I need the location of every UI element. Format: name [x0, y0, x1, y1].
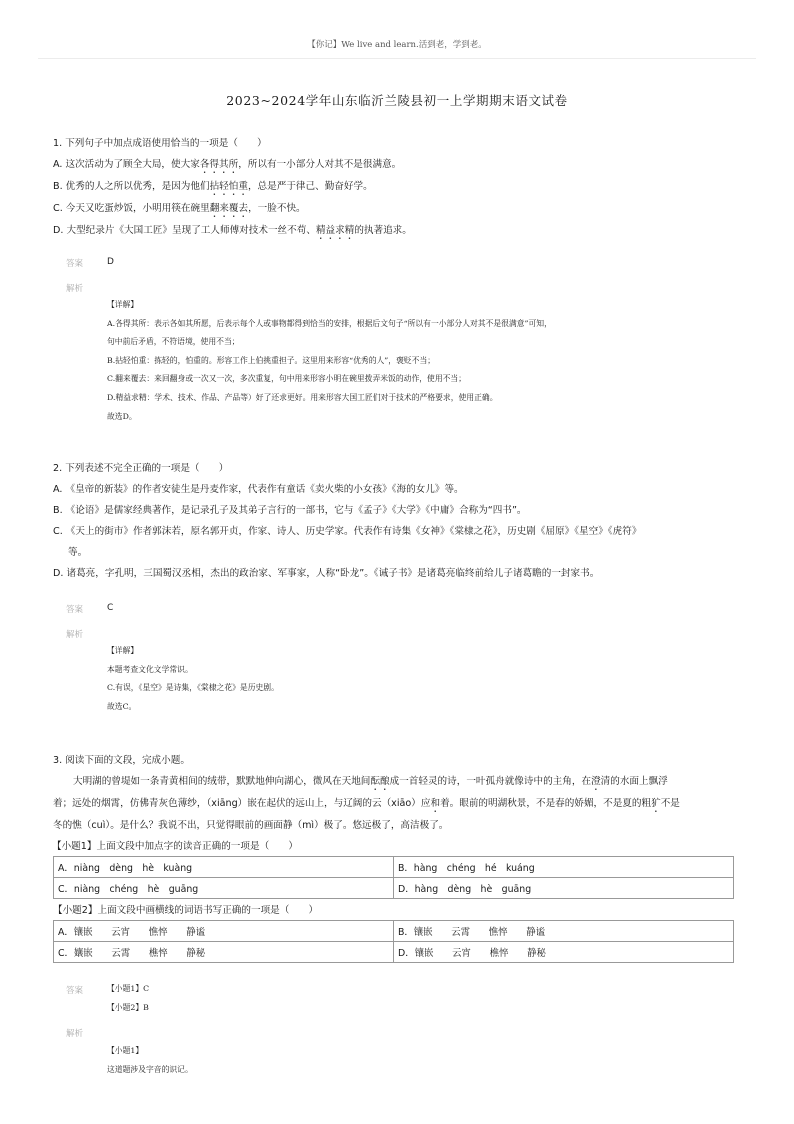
- analysis-block: 【小题1】 这道题涉及字音的识记。: [107, 1046, 193, 1074]
- passage-line-1: 大明湖的曾堤如一条青黄相间的绒带，默默地伸向湖心，微风在天地间酝酿成一首轻灵的诗，一叶孤舟就像诗中的主角，在澄清的水面上飘浮: [73, 776, 668, 787]
- page-title: 2023~2024学年山东临沂兰陵县初一上学期期末语文试卷: [226, 93, 568, 108]
- subquestion-2-options: [53, 920, 734, 963]
- question-2: [53, 458, 743, 584]
- option-d: D. 大型纪录片《大国工匠》呈现了工人师傅对技术一丝不苟、精益求精的执著追求。: [53, 225, 412, 236]
- option-c-continued: 等。: [68, 547, 88, 558]
- option-d: D. 诸葛亮，字孔明，三国蜀汉丞相，杰出的政治家、军事家，人称“卧龙”。《诫子书》是诸葛亮临终前给儿子诸葛瞻的一封家书。: [53, 568, 600, 579]
- option-b: B. 《论语》是儒家经典著作，是记录孔子及其弟子言行的一部书，它与《孟子》《大学》《中庸》合称为“四书”。: [53, 505, 527, 516]
- option-a: A．镶嵌 云宵 憔悴 静谧: [54, 921, 394, 942]
- answer-value: D: [107, 257, 114, 267]
- option-b: B．镶嵌 云霄 憔悴 静谧: [394, 921, 734, 942]
- analysis-label: 解析: [66, 630, 84, 640]
- question-stem: 2. 下列表述不完全正确的一项是（ ）: [53, 463, 229, 474]
- dotted-char: 酝酿: [370, 776, 390, 787]
- passage-line-2: 着；远处的烟霄，仿佛青灰色薄纱，（xiāng）嵌在起伏的远山上，与辽阔的云（xiāo）应和着。眼前的明湖秋景，不是春的娇媚，不是夏的粗犷不是: [53, 798, 680, 809]
- question-1: [53, 133, 743, 242]
- option-a: A. 这次活动为了顾全大局，使大家各得其所，所以有一小部分人对其不是很满意。: [53, 159, 402, 170]
- answer-label: 答案: [66, 986, 84, 996]
- answer-label: 答案: [66, 259, 84, 269]
- dotted-idiom: 拈轻怕重: [209, 181, 248, 192]
- option-a: A. 《皇帝的新装》的作者安徒生是丹麦作家，代表作有童话《卖火柴的小女孩》《海的女儿》等。: [53, 484, 464, 495]
- dotted-char: 和: [430, 798, 441, 809]
- option-d: D．hàng dèng hè guāng: [394, 878, 734, 899]
- dotted-idiom: 翻来覆去: [209, 203, 249, 214]
- analysis-label: 解析: [66, 284, 84, 294]
- subquestion-1-options: [53, 856, 734, 899]
- question-3: [53, 750, 743, 857]
- subquestion-2-stem: 【小题2】上面文段中画横线的词语书写正确的一项是（ ）: [53, 905, 319, 916]
- header-divider: [38, 58, 756, 59]
- dotted-idiom: 精益求精: [315, 225, 355, 236]
- dotted-char: 犷: [651, 798, 661, 809]
- option-b: B．hàng chéng hé kuáng: [394, 857, 734, 878]
- answer-value: C: [107, 603, 114, 613]
- option-c: C. 今天又吃蛋炒饭，小明用筷在碗里翻来覆去，一脸不快。: [53, 203, 306, 214]
- option-a: A．niàng dèng hè kuàng: [54, 857, 394, 878]
- dotted-idiom: 各得其所: [199, 159, 239, 170]
- dotted-char: 澄: [591, 776, 601, 787]
- passage-line-3: 冬的憔（cuì）。是什么？我说不出，只觉得眼前的画面静（mì）极了。悠远极了，高洁极了。: [53, 820, 449, 831]
- header-banner: 【你记】We live and learn.活到老，学到老。: [307, 40, 487, 50]
- option-c: C．孃嵌 云霄 樵悴 静秘: [54, 942, 394, 963]
- subquestion-2: [53, 900, 743, 921]
- answer-label: 答案: [66, 605, 84, 615]
- answer-block: 【小题1】C 【小题2】B: [107, 984, 150, 1012]
- analysis-block: 【详解】 本题考查文化文学常识。 C.有误，《星空》是诗集，《棠棣之花》是历史剧。 故选C。: [107, 646, 279, 711]
- option-b: B. 优秀的人之所以优秀，是因为他们拈轻怕重，总是严于律己、勤奋好学。: [53, 181, 373, 192]
- analysis-label: 解析: [66, 1029, 84, 1039]
- option-d: D．镶嵌 云宵 樵悴 静秘: [394, 942, 734, 963]
- question-stem: 3. 阅读下面的文段，完成小题。: [53, 755, 190, 766]
- subquestion-1-stem: 【小题1】上面文段中加点字的读音正确的一项是（ ）: [52, 841, 298, 852]
- option-c: C．niàng chéng hè guāng: [54, 878, 394, 899]
- option-c: C. 《天上的街市》作者郭沫若，原名郭开贞，作家、诗人、历史学家。代表作有诗集《女神》《棠棣之花》，历史剧《屈原》《星空》《虎符》: [53, 526, 642, 537]
- analysis-block: 【详解】 A.各得其所：表示各如其所愿，后表示每个人或事物都得到恰当的安排，根据后文句子“所以有一小部分人对其不是很满意”可知， 句中前后矛盾，不符语境，使用不当； B.拈轻怕重：拣轻的，怕重的。形容工作上伯挑重担子。这里用来形容“优秀的人”，褒贬不当； C.翻来覆去：来回翻身或一次又一次，多次重复，句中用来形容小明在碗里拨弄米饭的动作，使用不当； D.精益求精：学术、技术、作品、产品等）好了还求更好。用来形容大国工匠们对于技术的严格要求，使用正确。 故选D。: [107, 300, 552, 421]
- question-stem: 1. 下列句子中加点成语使用恰当的一项是（ ）: [53, 138, 267, 149]
